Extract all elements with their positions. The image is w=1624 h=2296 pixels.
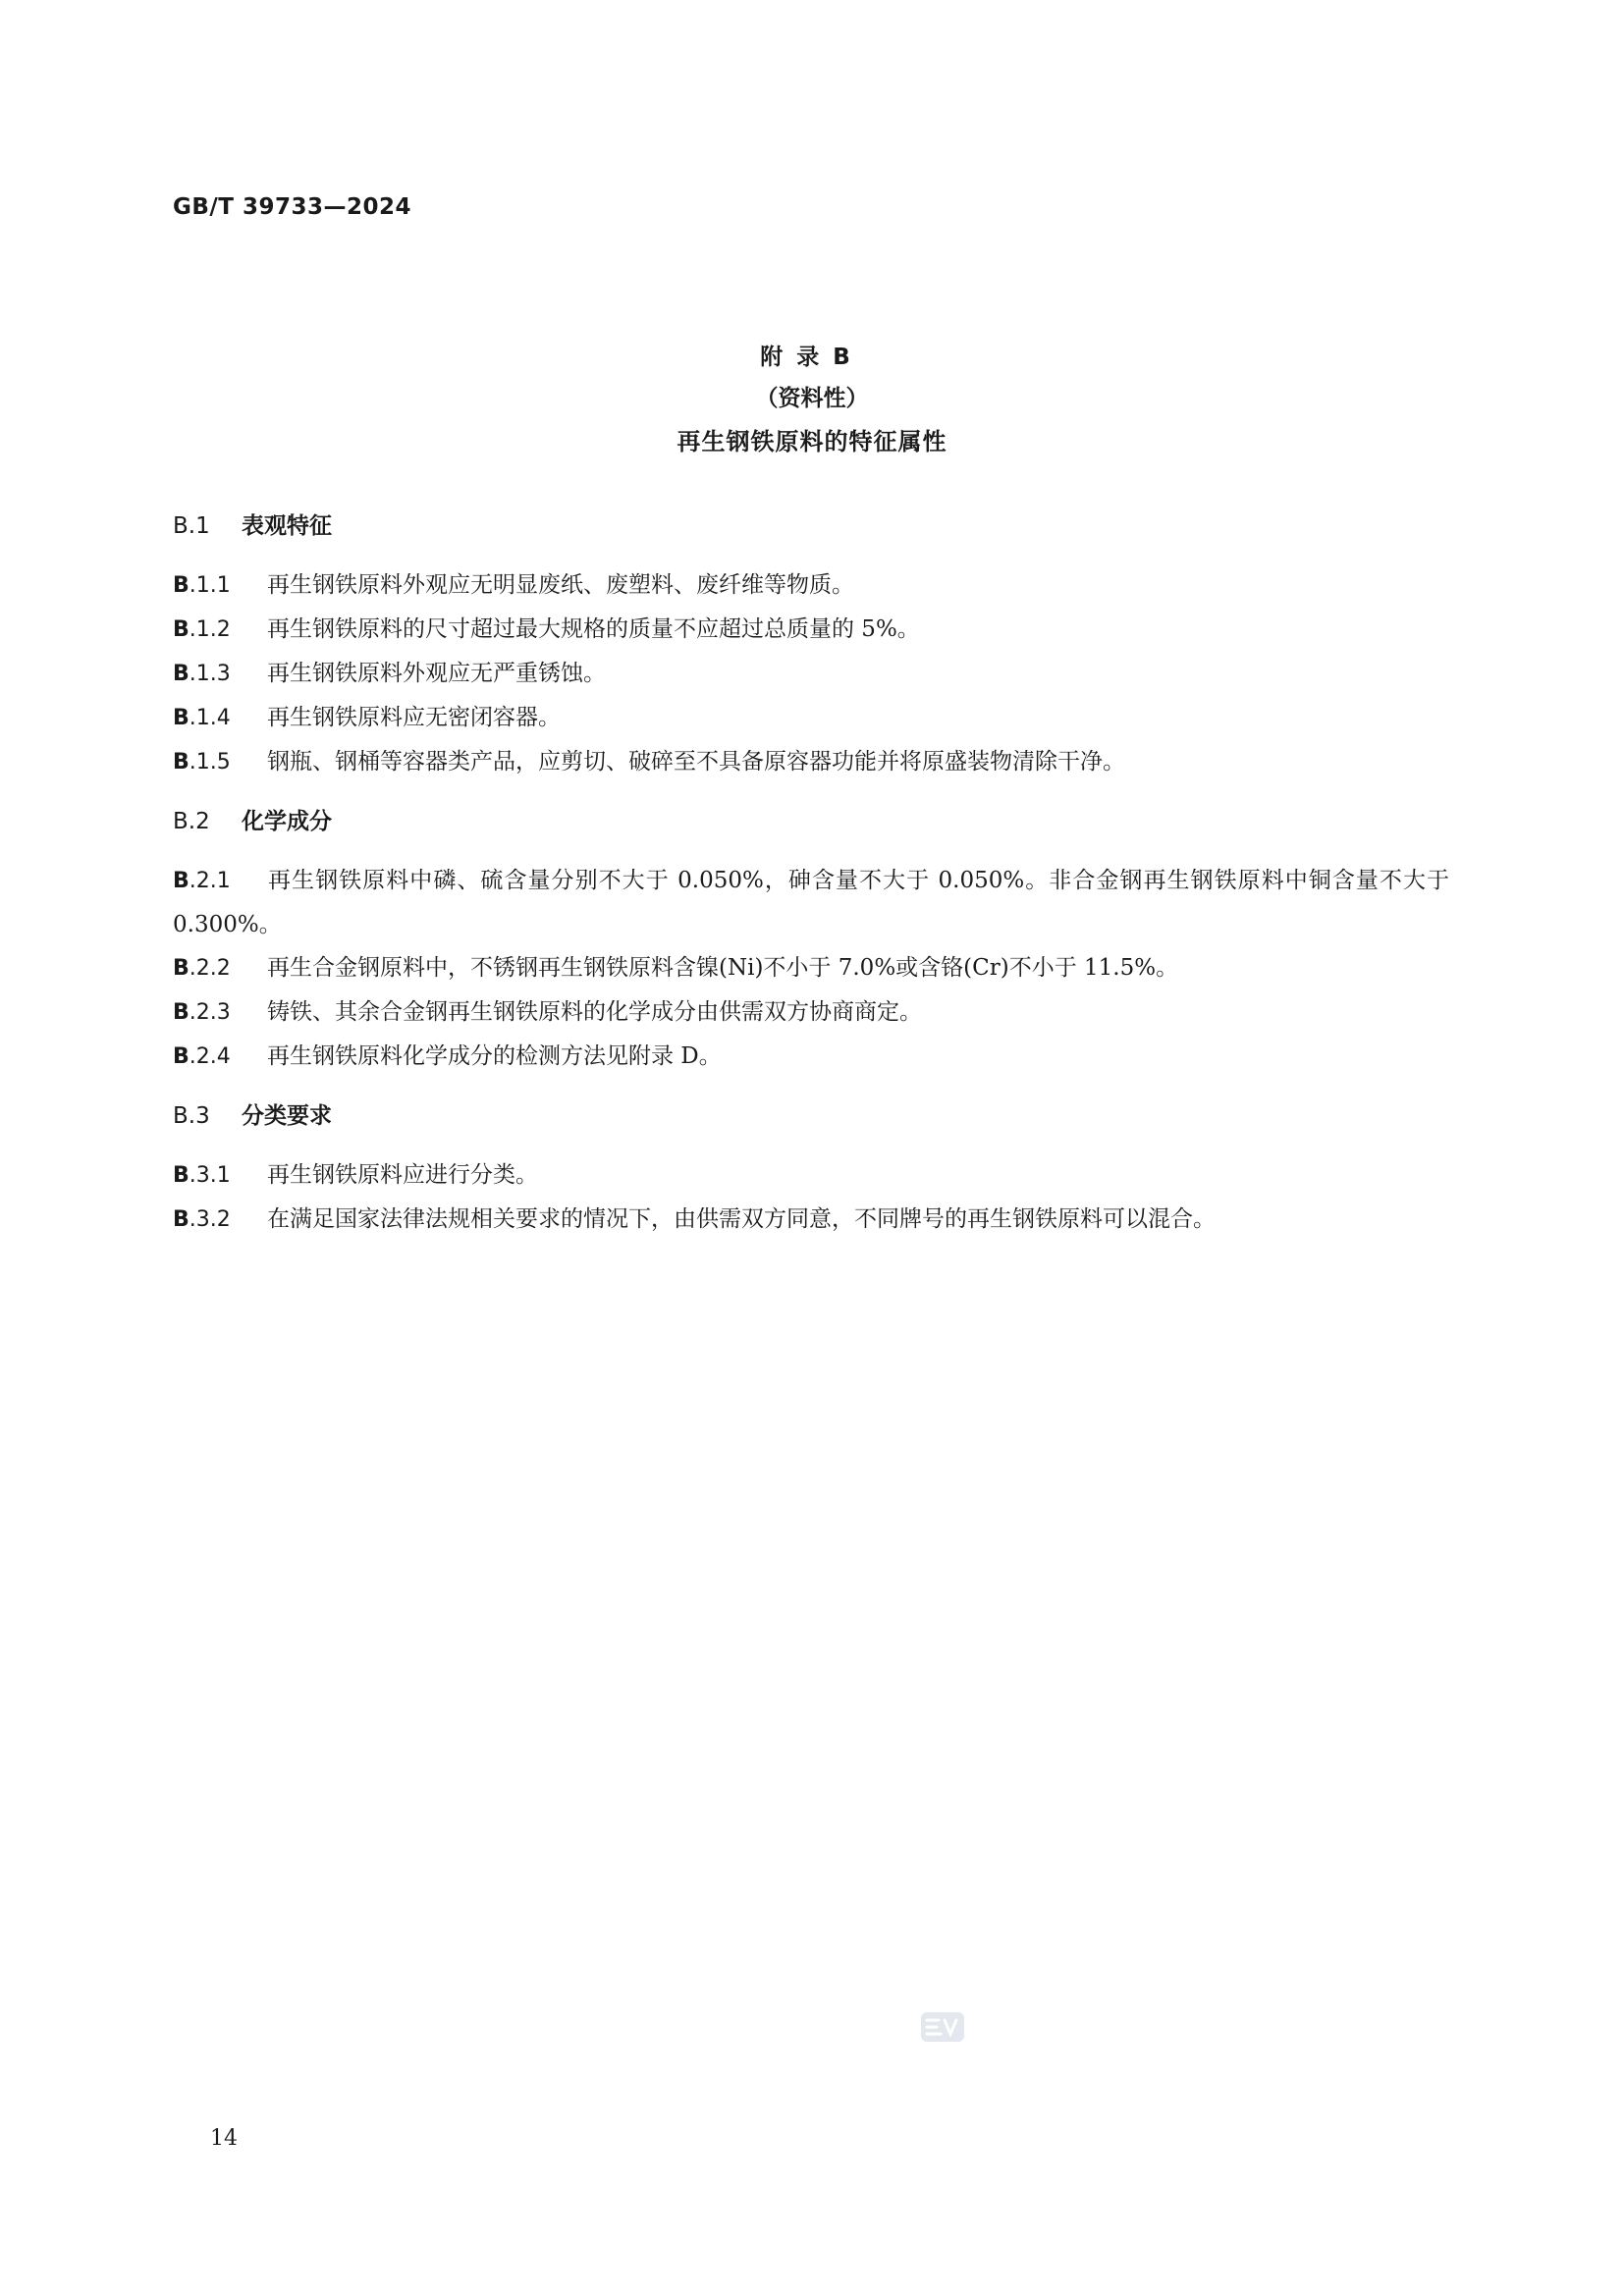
- page-number: 14: [210, 2126, 238, 2151]
- clause-number: B.1.5: [173, 750, 231, 774]
- clause: [173, 859, 1449, 946]
- section-title: 化学成分: [242, 809, 332, 834]
- clause: [173, 563, 1449, 608]
- clause: [173, 990, 1449, 1035]
- section-b3: [173, 1096, 1449, 1242]
- clause-text: 再生钢铁原料应进行分类。: [267, 1162, 538, 1188]
- section-heading: [173, 507, 1449, 546]
- standard-code: GB/T 39733—2024: [173, 194, 412, 220]
- clause-number: B.3.1: [173, 1163, 231, 1188]
- clause-text: 再生钢铁原料中磷、硫含量分别不大于 0.050%，砷含量不大于 0.050%。非合金钢再生钢铁原料中铜含量不大于 0.300%。: [173, 868, 1449, 937]
- document-body: [173, 507, 1449, 1242]
- clause-number: B.2.4: [173, 1044, 231, 1069]
- appendix-name: 再生钢铁原料的特征属性: [677, 428, 947, 455]
- section-title: 表观特征: [242, 513, 332, 539]
- clause: [173, 608, 1449, 652]
- sac-logo-icon: [919, 2010, 966, 2044]
- appendix-nature: （资料性）: [755, 386, 869, 411]
- clause-text: 再生合金钢原料中，不锈钢再生钢铁原料含镍(Ni)不小于 7.0%或含铬(Cr)不小于 11.5%。: [267, 955, 1179, 981]
- clause-text: 再生钢铁原料化学成分的检测方法见附录 D。: [267, 1043, 722, 1069]
- section-number: B.1: [173, 513, 210, 539]
- clause-text: 再生钢铁原料外观应无明显废纸、废塑料、废纤维等物质。: [267, 572, 854, 598]
- section-number: B.2: [173, 809, 210, 834]
- section-b2: [173, 802, 1449, 1079]
- section-b1: [173, 507, 1449, 784]
- section-number: B.3: [173, 1103, 210, 1129]
- section-heading: [173, 802, 1449, 841]
- section-heading: [173, 1096, 1449, 1136]
- clause: [173, 946, 1449, 990]
- clause-text: 再生钢铁原料外观应无严重锈蚀。: [267, 661, 606, 686]
- clause-text: 在满足国家法律法规相关要求的情况下，由供需双方同意，不同牌号的再生钢铁原料可以混合。: [267, 1206, 1216, 1232]
- clause: [173, 652, 1449, 696]
- clause: [173, 1198, 1449, 1242]
- clause-number: B.3.2: [173, 1207, 231, 1232]
- clause: [173, 696, 1449, 740]
- clause-number: B.1.3: [173, 662, 231, 686]
- clause: [173, 1035, 1449, 1079]
- clause-text: 铸铁、其余合金钢再生钢铁原料的化学成分由供需双方协商商定。: [267, 999, 922, 1025]
- appendix-title: 附录B: [760, 345, 864, 370]
- clause-number: B.1.4: [173, 706, 231, 730]
- clause: [173, 1153, 1449, 1198]
- section-title: 分类要求: [242, 1103, 332, 1129]
- clause-text: 再生钢铁原料的尺寸超过最大规格的质量不应超过总质量的 5%。: [267, 616, 920, 642]
- clause-number: B.2.3: [173, 1000, 231, 1025]
- clause-number: B.2.2: [173, 956, 231, 981]
- clause: [173, 740, 1449, 784]
- clause-number: B.1.1: [173, 573, 231, 598]
- clause-number: B.1.2: [173, 617, 231, 642]
- clause-text: 再生钢铁原料应无密闭容器。: [267, 705, 561, 730]
- clause-text: 钢瓶、钢桶等容器类产品，应剪切、破碎至不具备原容器功能并将原盛装物清除干净。: [267, 749, 1125, 774]
- clause-number: B.2.1: [173, 869, 231, 893]
